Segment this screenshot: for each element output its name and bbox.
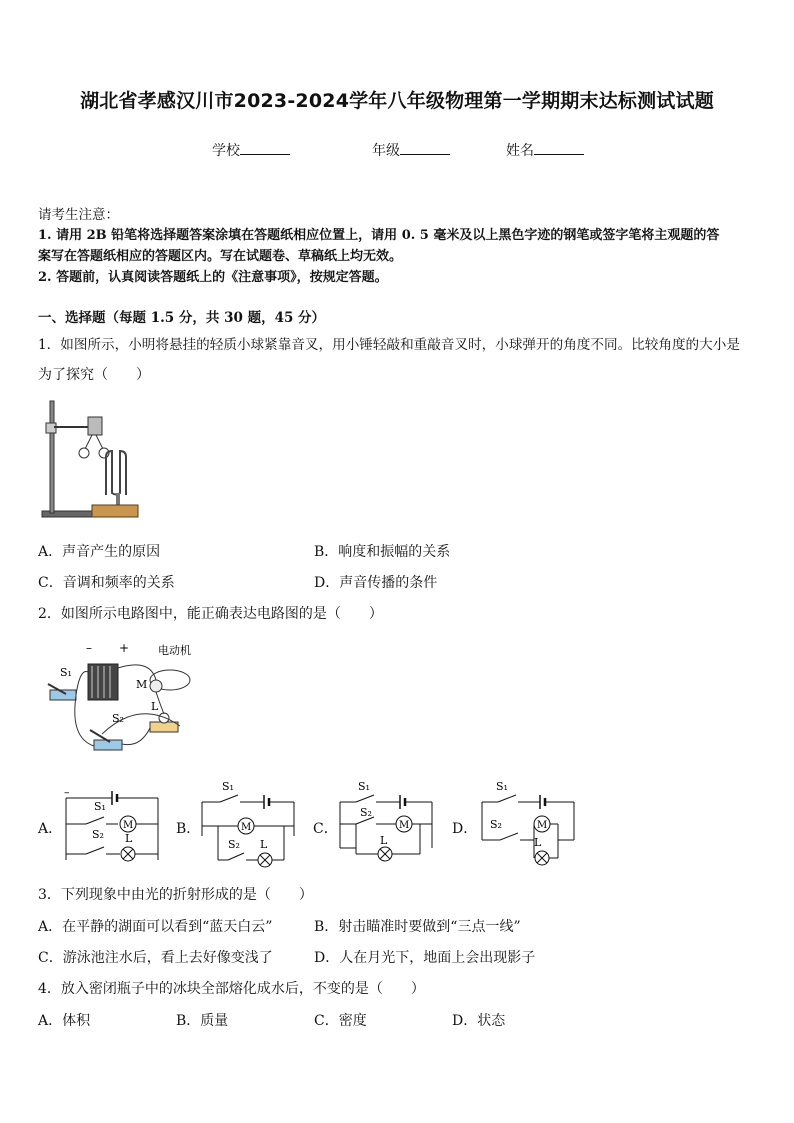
page-title: 湖北省孝感汉川市2023-2024学年八年级物理第一学期期末达标测试试题 — [80, 90, 714, 112]
svg-text:S₂: S₂ — [490, 818, 502, 831]
name-label: 姓名 — [506, 143, 534, 159]
q3-option-c: C．游泳池注水后，看上去好像变浅了 — [38, 950, 273, 966]
circuit-photo-figure — [40, 638, 195, 758]
q1-option-b: B．响度和振幅的关系 — [314, 544, 451, 560]
svg-text:S₂: S₂ — [92, 828, 104, 841]
grade-field — [372, 140, 450, 160]
svg-text:–: – — [64, 786, 70, 799]
name-field — [506, 140, 584, 160]
q3-option-a: A．在平静的湖面可以看到“蓝天白云” — [38, 919, 273, 935]
q2-option-b: B． — [176, 821, 201, 837]
battery-minus-label: – — [86, 641, 92, 655]
svg-text:M: M — [241, 822, 252, 833]
battery-plus-label: + — [119, 641, 130, 655]
svg-text:S₂: S₂ — [360, 806, 372, 819]
svg-text:L: L — [380, 834, 388, 847]
q2-option-c: C． — [313, 821, 338, 837]
notice-item1-line1: 1. 请用 2B 铅笔将选择题答案涂填在答题纸相应位置上，请用 0. 5 毫米及以上黑色字迹的钢笔或签字笔将主观题的答 — [38, 228, 720, 243]
q4-stem: 4．放入密闭瓶子中的冰块全部熔化成水后，不变的是（ ） — [38, 981, 425, 997]
motor-caption: 电动机 — [158, 644, 191, 657]
q2-diagram-c — [336, 778, 436, 870]
svg-text:L: L — [260, 838, 268, 851]
svg-text:L: L — [125, 832, 133, 845]
name-blank — [534, 140, 584, 155]
notice-item1-line2: 案写在答题纸相应的答题区内。写在试题卷、草稿纸上均无效。 — [38, 249, 403, 264]
photo-s2-label: S₂ — [112, 712, 124, 725]
q1-stem-line2: 为了探究（ ） — [38, 367, 150, 383]
q3-option-d: D．人在月光下，地面上会出现影子 — [314, 950, 536, 966]
school-field — [212, 140, 290, 160]
q2-option-a: A． — [38, 821, 63, 837]
q4-option-d: D．状态 — [452, 1013, 506, 1029]
grade-blank — [400, 140, 450, 155]
q2-option-d: D． — [452, 821, 478, 837]
grade-label: 年级 — [372, 143, 400, 159]
tuning-fork-figure — [40, 393, 140, 528]
photo-s1-label: S₁ — [60, 666, 72, 679]
svg-text:M: M — [399, 820, 410, 831]
q3-option-b: B．射击瞄准时要做到“三点一线” — [314, 919, 521, 935]
q4-option-b: B．质量 — [176, 1013, 229, 1029]
q1-stem-line1: 1．如图所示，小明将悬挂的轻质小球紧靠音叉，用小锤轻敲和重敲音叉时，小球弹开的角度不同。比较角度的大小是 — [38, 337, 740, 353]
q2-diagram-d — [478, 778, 578, 870]
photo-l-label: L — [151, 700, 159, 713]
svg-text:S₁: S₁ — [94, 800, 106, 813]
q4-option-c: C．密度 — [314, 1013, 367, 1029]
q3-stem: 3．下列现象中由光的折射形成的是（ ） — [38, 887, 313, 903]
school-blank — [240, 140, 290, 155]
q1-option-c: C．音调和频率的关系 — [38, 575, 175, 591]
q2-diagram-b — [198, 778, 298, 870]
photo-m-label: M — [136, 678, 148, 691]
svg-text:S₂: S₂ — [228, 838, 240, 851]
q2-stem: 2．如图所示电路图中，能正确表达电路图的是（ ） — [38, 606, 383, 622]
q4-option-a: A．体积 — [38, 1013, 91, 1029]
svg-text:S₁: S₁ — [222, 780, 234, 793]
svg-text:L: L — [534, 836, 542, 849]
section1-heading: 一、选择题（每题 1.5 分，共 30 题，45 分） — [38, 310, 326, 326]
svg-text:M: M — [123, 820, 134, 831]
notice-heading: 请考生注意： — [38, 207, 119, 223]
svg-text:M: M — [537, 820, 548, 831]
svg-text:S₁: S₁ — [496, 780, 508, 793]
q1-option-d: D．声音传播的条件 — [314, 575, 438, 591]
school-label: 学校 — [212, 143, 240, 159]
q2-diagram-a — [62, 784, 162, 866]
notice-item2: 2. 答题前，认真阅读答题纸上的《注意事项》，按规定答题。 — [38, 270, 388, 285]
q1-option-a: A．声音产生的原因 — [38, 544, 161, 560]
svg-text:S₁: S₁ — [358, 780, 370, 793]
